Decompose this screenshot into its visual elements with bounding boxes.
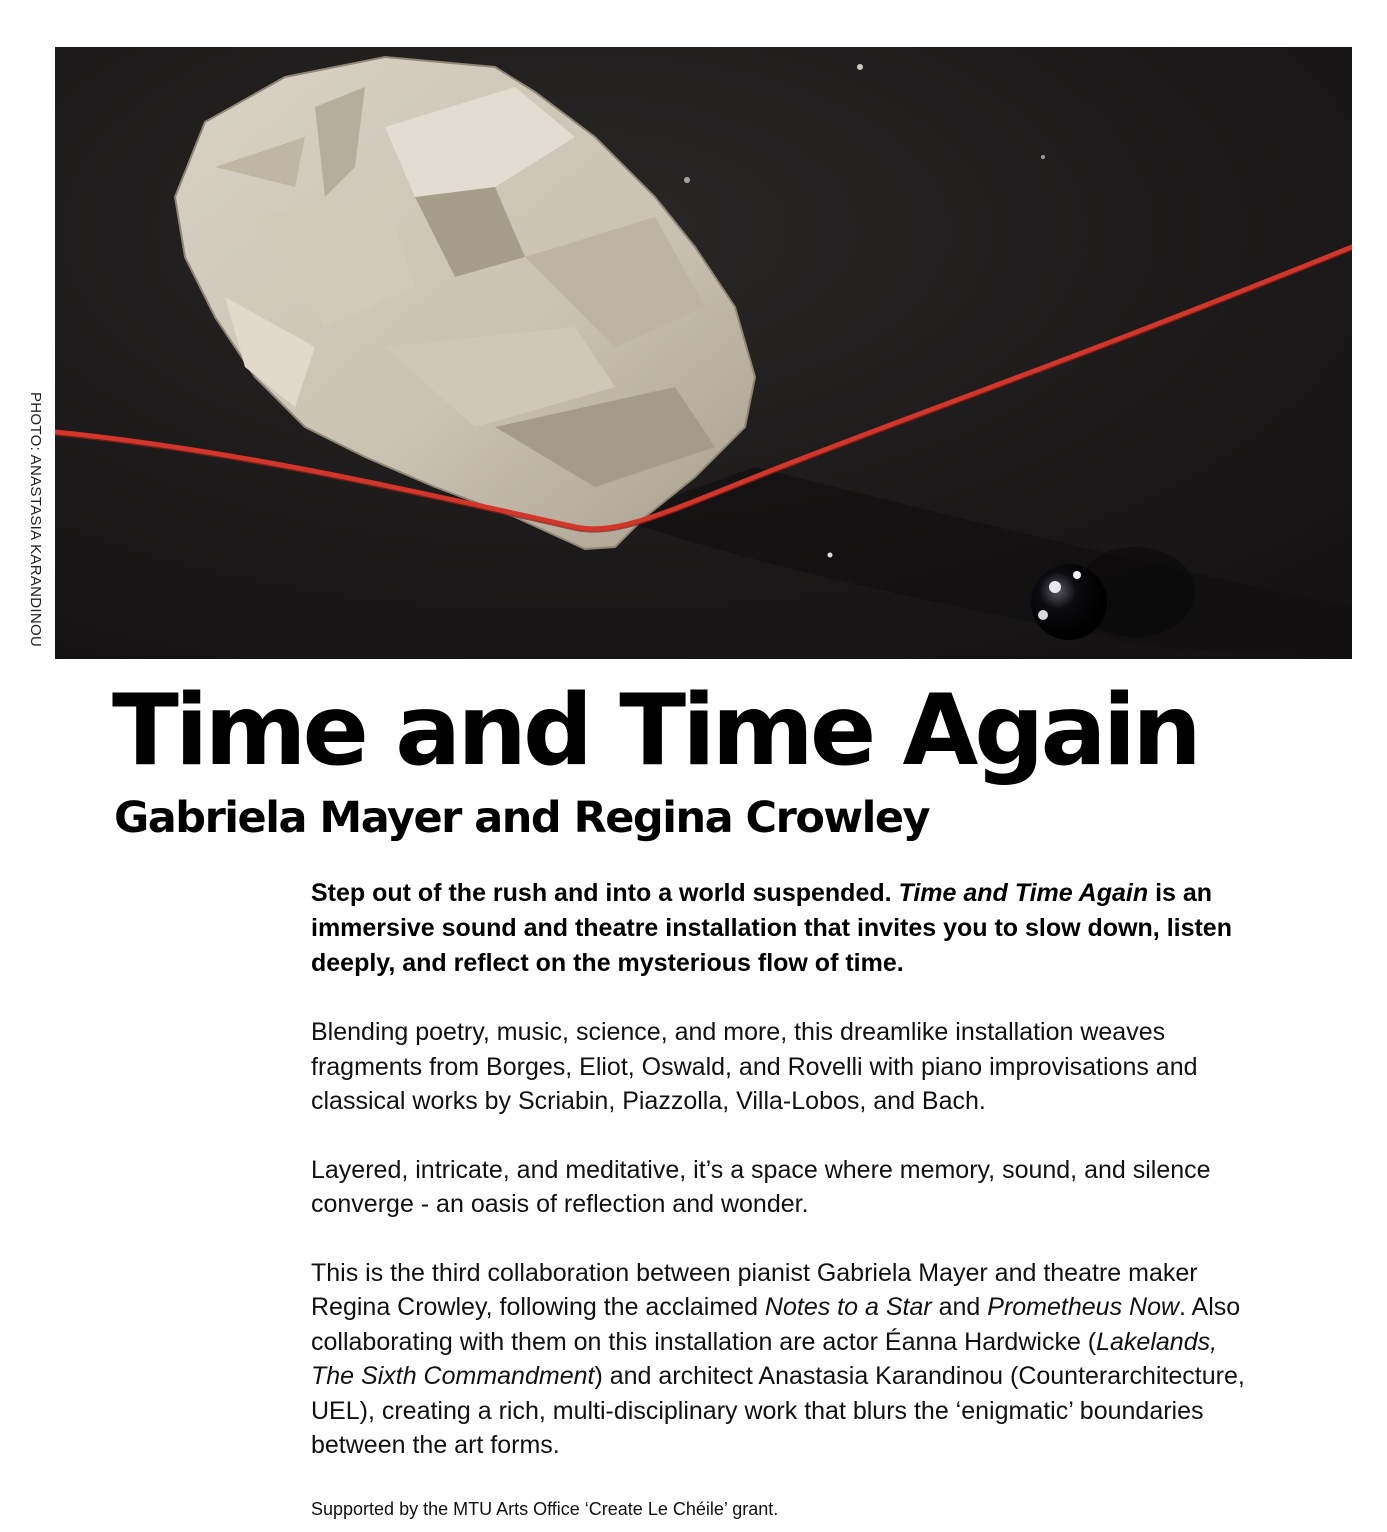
paragraph-3: [311, 1256, 1251, 1463]
paragraph-2: Layered, intricate, and meditative, it’s a space where memory, sound, and silence converge - an oasis of reflection and wonder.: [311, 1155, 1211, 1218]
p3-text-4: ) and architect Anastasia Karandinou (Counterarchitecture, UEL), creating a rich, multi-disciplinary work that blurs the ‘enigmatic’ boundaries between the art forms.: [311, 1362, 1245, 1459]
p3-italic-2: Prometheus Now: [987, 1293, 1180, 1321]
photo-credit: PHOTO: ANASTASIA KARANDINOU: [27, 392, 44, 648]
lead-text-2: is an immersive sound and theatre installation that invites you to slow down, listen deeply, and reflect on the mysterious flow of time.: [311, 879, 1232, 977]
lead-text-1: Step out of the rush and into a world suspended.: [311, 879, 899, 907]
lead-paragraph: [311, 876, 1251, 981]
black-marble: [1031, 564, 1107, 640]
p3-italic-1: Notes to a Star: [764, 1293, 932, 1321]
article-body: [311, 876, 1251, 1497]
p3-text-1: This is the third collaboration between pianist Gabriela Mayer and theatre maker Regina Crowley, following the acclaimed: [311, 1258, 1198, 1321]
lead-italic-title: Time and Time Again: [898, 879, 1149, 907]
hero-photo: [55, 47, 1352, 659]
hero-illustration: [55, 47, 1352, 659]
page-subtitle: Gabriela Mayer and Regina Crowley: [114, 793, 930, 843]
support-note: Supported by the MTU Arts Office ‘Create Le Chéile’ grant.: [311, 1499, 779, 1519]
page-title: Time and Time Again: [112, 674, 1198, 788]
p3-text-3: . Also collaborating with them on this installation are actor Éanna Hardwicke (: [311, 1293, 1241, 1356]
p3-italic-3: Lakelands, The Sixth Commandment: [311, 1327, 1218, 1390]
paragraph-1: Blending poetry, music, science, and more, this dreamlike installation weaves fragments from Borges, Eliot, Oswald, and Rovelli with piano improvisations and classical works by Scriabin, Piazzolla, Villa-Lobos, and Bach.: [311, 1018, 1198, 1115]
p3-text-2: and: [931, 1293, 988, 1321]
